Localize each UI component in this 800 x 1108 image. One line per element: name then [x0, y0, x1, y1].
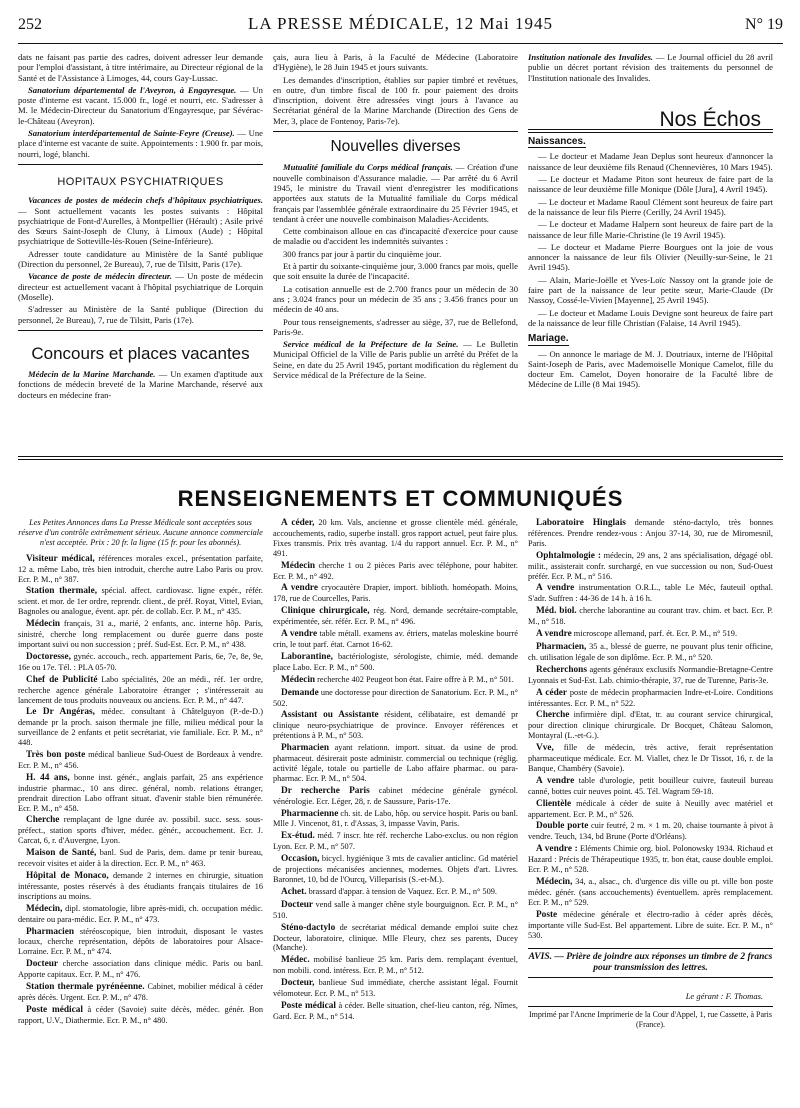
ad-text: cryocautère Drapier, import. biblioth. homéopath. Moins, 178, rue de Courcelles, Paris.: [273, 583, 518, 604]
ad-text: banlieue Sud immédiate, cherche assistant légal. Fournit vélomoteur. Ecr. P. M., n° 513.: [273, 978, 518, 999]
ad-text: de secrétariat médical demande emploi suite chez Docteur, laboratoire, clinique. Mlle Fleury, chez ses parents, Ducey (Manche).: [273, 922, 518, 953]
classified-ad: [273, 831, 518, 852]
ad-title: Clientèle: [536, 798, 572, 809]
ads-column-3: [528, 518, 773, 1108]
classified-ad: [18, 652, 263, 673]
paragraph: S'adresser au Ministère de la Santé publique (Direction du personnel, 2e Bureau), 7, rue de Tilsitt, Paris (17e).: [18, 304, 263, 325]
ad-text: mobilisé banlieue 25 km. Paris dem. remplaçant éventuel, non mobili. cond. intéress. Ecr. P. M., n° 512.: [273, 955, 518, 976]
newspaper-page: [18, 14, 783, 1074]
ad-title: A vendre: [536, 629, 572, 640]
ad-text: Eléments Chimie org. biol. Polonowsky 1934. Richaud et Hazard : Précis de Thérapeutique 1935, tr. bon état, cause double emploi. Ecr. P. M., n° 528.: [528, 844, 773, 875]
ad-title: H. 44 ans,: [26, 772, 70, 783]
ad-title: Vve,: [536, 743, 554, 754]
ad-title: Pharmacien: [281, 743, 330, 754]
ad-text: cherche 1 ou 2 pièces Paris avec téléphone, pour habiter. Ecr. P. M., n° 492.: [273, 560, 518, 581]
ads-list: [273, 518, 518, 1022]
paragraph: — Le docteur et Madame Pierre Bourgues ont la joie de vous annoncer la naissance de leur fils Olivier (Neuilly-sur-Seine, le 21 Avril 1945).: [528, 241, 773, 273]
ad-title: Poste: [536, 909, 558, 920]
ad-title: Docteur: [26, 959, 59, 970]
ad-text: table métall. examens av. étriers, matelas moleskine bourré crin, le tout parf. état. Carnot 16-62.: [273, 629, 518, 649]
classified-ad: [528, 518, 773, 549]
ad-text: français, 31 a., marié, 2 enfants, anc. interne hôp. Paris, sinistré, cherche long remplacement ou durée guerre dans poste important suivi ou non succession ; préf. Sud-Est. Ecr. P. M., n° 438.: [18, 619, 263, 649]
ad-title: Pharmacien: [26, 926, 75, 937]
ad-title: Poste médical: [26, 1004, 83, 1015]
ad-title: Très bon poste: [26, 750, 86, 761]
section-heading-nouvelles: Nouvelles diverses: [330, 138, 461, 156]
ad-title: A vendre :: [536, 844, 578, 855]
paragraph: — Le docteur et Madame Jean Deplus sont heureux d'annoncer la naissance de leur deuxième fils Renaud (Chennevières, 10 Mars 1945).: [528, 151, 773, 172]
paragraph: [18, 128, 263, 159]
ad-title: Cherche: [26, 815, 60, 826]
page-number: 252: [18, 16, 42, 33]
divider: [18, 456, 783, 460]
column-1: [18, 52, 263, 452]
column-3: [528, 52, 773, 452]
ad-text: banl. Sud de Paris, dem. dame pr tenir bureau, recevoir visites et aider à la direction. Ecr. P. M., n° 463.: [18, 848, 263, 869]
avis-notice: AVIS. — Prière de joindre aux réponses un timbre de 2 francs pour transmission des lettres.: [528, 948, 773, 978]
ad-title: Médecin: [281, 674, 316, 685]
ad-title: A vendre: [281, 629, 318, 640]
ad-title: A vendre: [536, 775, 575, 786]
item-title: Institution nationale des Invalides.: [528, 52, 654, 62]
ad-text: table d'urologie, petit bouilleur cuivre, fauteuil bureau canné, bottes cuir neuves point. 45. Tél. Wagram 59-18.: [528, 775, 773, 796]
ads-column-1: [18, 518, 263, 1108]
paragraph: — Le docteur et Madame Piton sont heureux de faire part de la naissance de leur deuxième fille Monique (Dôle [Jura], 4 Avril 1945).: [528, 174, 773, 195]
ad-title: Docteur: [281, 899, 314, 910]
ad-text: demande 2 internes en chirurgie, situation intéressante, postes réservés à des étudiants français titulaires de 16 inscriptions au moins.: [18, 871, 263, 901]
ad-title: Médecin,: [536, 877, 573, 887]
item-title: Vacance de poste de médecin directeur.: [28, 271, 172, 282]
ad-text: ayant relationn. import. situat. da usine de prod. pharmaceut. désirerait poste administr. commercial ou technique (réglig. activité légale, totale ou partielle de Labo affaire pharmac. ou para-pharmac. Ecr. P. M., n° 504.: [273, 743, 518, 783]
ad-title: Méd. biol.: [536, 606, 577, 617]
classified-ad: [528, 910, 773, 941]
ads-column-2: [273, 518, 518, 1108]
item-text: — Le Bulletin Municipal Officiel de la Ville de Paris publie un arrêté du Préfet de la Seine, en date du 25 Avril 1945, portant modification du règlement du Service médical de la Préfecture de la Seine.: [273, 339, 518, 381]
classified-ad: [273, 652, 518, 673]
classified-ad: [273, 743, 518, 784]
item-text: — Le Journal officiel du 28 avril publie un décret portant révision des traitements du personnel de l'Institution nationale des Invalides.: [528, 52, 773, 83]
ad-text: infirmière dipl. d'Etat, tr. au courant service chirurgical, pour direction clinique chirurgicale. Dr Bocquet, Château Salomon, Montayral (L.-et-G.).: [528, 710, 773, 741]
ad-title: A vendre: [281, 583, 318, 594]
classified-ad: [18, 848, 263, 869]
ad-text: résident, célibataire, est demandé pr clinique neuro-psychiatrique de province. Envoyer références et prétentions à P. M., n° 503.: [273, 710, 518, 741]
ad-text: gynéc. accouch., rech. appartement Paris, 6e, 7e, 8e, 9e, 16e ou 17e. Tél. : PLA 05-70.: [18, 651, 263, 672]
classified-ad: [528, 877, 773, 908]
classified-ad: [273, 887, 518, 898]
item-text: — Un poste de médecin directeur est actuellement vacant à l'hôpital psychiatrique de Lorquin (Moselle).: [18, 271, 263, 302]
item-text: — Une place d'interne est vacante de suite. Appointements : 1.900 fr. par mois, nourri, logé, blanchi.: [18, 128, 263, 159]
ad-text: brassard d'appar. à tension de Vaquez. Ecr. P. M., n° 509.: [306, 886, 497, 896]
ad-text: fille de médecin, très active, ferait représentation pharmaceutique médicale. Ecr. M. Viallet, chez le Dr Tissot, 16, r. de la Banque, Chambéry (Savoie).: [528, 743, 773, 773]
ad-text: 35 a., blessé de guerre, ne pouvant plus tenir officine, ch. utilisation légale de son diplôme. Ecr. P. M., n° 520.: [528, 641, 773, 662]
paragraph: [18, 85, 263, 126]
ad-title: Ophtalmologie :: [536, 550, 601, 561]
ad-text: ch. sit. de Labo, hôp. ou service hospit. Paris ou banl. Mlle J. Vincenot, 81, r. d'Assas, 3, impasse Vavin, Paris.: [273, 808, 518, 829]
ad-text: Labo spécialités, 20e an médi., réf. 1er ordre, recherche agence générale Laboratoire étranger ; s'intéresserait au lancement de tous produits nouveaux ou anciens. Ecr. P. M., n° 447.: [18, 674, 263, 705]
classified-ad: [528, 821, 773, 842]
ad-text: bicycl. hygiénique 3 mts de cavalier anticlinc. Gd matériel de projections mécanisées anciennes, modernes. Objets d'art. Livres. Baronnet, 10, bd de l'Ourcq, Villeparisis (S.-et-M.).: [273, 854, 518, 884]
ad-title: Poste médical: [281, 1000, 336, 1011]
classified-ad: [18, 871, 263, 902]
item-title: Médecin de la Marine Marchande.: [28, 369, 156, 380]
ad-text: vend salle à manger chêne style bourguignon. Ecr. P. M., n° 510.: [273, 899, 518, 920]
ad-text: instrumentation O.R.L., table Le Méc, fauteuil opthal. S'adr. Suffren : 44-36 de 14 h. à 16 h.: [528, 583, 773, 604]
printer-line: Imprimé par l'Ancne Imprimerie de la Cour d'Appel, 1, rue Cassette, à Paris (France).: [528, 1006, 773, 1030]
ad-text: 20 km. Vals, ancienne et grosse clientèle méd. générale, accouchements, radio, superbe install. gros rapport actuel, peut faire plus. Fixes transmis. Prix très avantag. 1/4 du rapport annuel. Ecr. P. M., n° 491.: [273, 518, 518, 558]
ad-title: Médecin: [281, 560, 316, 571]
ad-text: agents généraux exclusifs Normandie-Bretagne-Centre Lyonnais et Sud-Est. Lab. chimio-thérapie, 37, rue de Turenne, Paris-3e.: [528, 664, 773, 685]
paragraph: — On annonce le mariage de M. J. Doutriaux, interne de l'Hôpital Saint-Joseph de Paris, avec Mademoiselle Monique Camelot, fille du docteur Em. Camelot, Doyen honoraire de la Faculté libre de Médecine de Lille (8 Mai 1945).: [528, 348, 773, 390]
classified-ad: [273, 786, 518, 807]
classified-ad: [273, 606, 518, 627]
classified-ad: [18, 707, 263, 748]
ad-title: Pharmacien,: [536, 641, 587, 652]
item-text: — Un poste d'interne est vacant. 15.000 fr., logé et nourri, etc. S'adresser à M. le Médecin-Directeur du Sanatorium d'Engayresque, par Sévérac-le-Château (Aveyron).: [18, 84, 263, 126]
ad-text: bactériologiste, sérologiste, chimie, méd. demande place Labo. Ecr. P. M., n° 500.: [273, 651, 518, 672]
ad-text: recherche 402 Peugeot bon état. Faire offre à P. M., n° 501.: [315, 674, 514, 684]
paragraph: Pour tous renseignements, s'adresser au siège, 37, rue de Bellefond, Paris-9e.: [273, 316, 518, 337]
ad-text: une doctoresse pour direction de Sanatorium. Ecr. P. M., n° 502.: [273, 687, 518, 708]
subheading-mariage: Mariage.: [528, 333, 569, 345]
upper-columns: [18, 52, 783, 452]
ad-title: Hôpital de Monaco,: [26, 871, 109, 881]
classified-ad: [273, 518, 518, 559]
paragraph: [18, 271, 263, 302]
classified-ad: [273, 583, 518, 604]
ad-title: Double porte: [536, 821, 589, 832]
classified-ad: [528, 551, 773, 582]
ad-text: médical banlieue Sud-Ouest de Bordeaux à vendre. Ecr. P. M., n° 456.: [18, 750, 263, 770]
ad-text: remplaçant de lgne durée av. possibil. succ. sess. sous-préfect., station sports d'hiver, médec. génér., accouchement. Ecr. J. Carcat, 6, r. d'Auvergne, Lyon.: [18, 815, 263, 846]
section-heading-echos: Nos Échos: [659, 107, 761, 131]
ad-text: spécial. affect. cardiovasc. ligne expér., référ. scient. et mor. de 1er ordre, reprendr. client., de préf. Royat, Vittel, Evian, Bagnoles ou analogue, évent. apr. pér. de collab. Ecr. P. M., n° 435.: [18, 586, 263, 617]
paragraph: — Le docteur et Madame Louis Devigne sont heureux de faire part de la naissance de leur fille Christian (Falaise, 14 Avril 1945).: [528, 307, 773, 328]
paragraph: La cotisation annuelle est de 2.700 francs pour un médecin de 30 ans ; 3.024 francs pour un médecin de 35 ans ; 3.456 francs pour un médecin de 40 ans.: [273, 283, 518, 315]
ad-text: cuir feutré, 2 m. × 1 m. 20, chaise tournante à pivot à vendre. Teuch, 134, bd Brune (Porte d'Orléans).: [528, 821, 773, 842]
divider: [273, 131, 518, 132]
ad-title: Maison de Santé,: [26, 848, 97, 859]
ad-title: Médecin: [26, 619, 61, 630]
classified-ad: [528, 629, 773, 640]
ad-text: Cabinet, mobilier médical à céder après décès. Urgent. Ecr. P. M., n° 478.: [18, 982, 263, 1002]
classified-ad: [18, 773, 263, 814]
lower-columns: [18, 518, 783, 1108]
ad-text: 34, a., alsac., ch. d'urgence dis ville ou pt. ville bon poste médec. génér. (sans accouchements) éventuellem. après remplacement. Ecr. P. M., n° 529.: [528, 877, 773, 907]
classified-ad: [273, 688, 518, 709]
paragraph: 300 francs par jour à partir du cinquième jour.: [283, 248, 442, 259]
classified-ad: [273, 1001, 518, 1022]
ad-title: Laborantine,: [281, 651, 333, 662]
paragraph: Les demandes d'inscription, établies sur papier timbré et revêtues, en outre, d'un timbre fiscal de 100 fr. pour paiement des droits d'inscription, doivent être adressées vingt jours à l'avance au Secrétariat général de la Marine Marchande (Direction des Gens de Mer, 3, place de Fontenoy, Paris-7e).: [273, 74, 518, 126]
classified-ad: [528, 606, 773, 627]
paragraph: [18, 195, 263, 246]
ad-text: médecin, 29 ans, 2 ans spécialisation, dégagé obl. milit., assisterait confr. surchargé, en vue succession ou non, Sud-Ouest préfér. Ecr. P. M., n° 516.: [528, 550, 773, 581]
paragraph: [18, 369, 263, 400]
ads-list: [528, 518, 773, 940]
ad-title: Demande: [281, 687, 319, 698]
ad-title: Doctoresse,: [26, 651, 72, 662]
column-2: [273, 52, 518, 452]
classified-ad: [18, 586, 263, 617]
classified-ad: [273, 809, 518, 830]
classified-ad: [528, 844, 773, 875]
ad-title: Médec.: [281, 955, 310, 966]
ad-title: Station thermale pyrénéenne.: [26, 982, 145, 993]
ad-title: Visiteur médical,: [26, 553, 95, 564]
classified-ad: [528, 583, 773, 604]
item-text: — Sont actuellement vacants les postes suivants : Hôpital psychiatrique de Font-d'Aurelles, à Montpellier (Hérault) ; Asile privé des Sœurs Saint-Joseph de Cluny, à Limoux (Aude) ; Hôpital psychiatrique de Sotteville-lès-Rouen (Seine-Inférieure).: [18, 205, 263, 247]
ad-title: Recherchons: [536, 664, 587, 675]
ads-intro: Les Petites Annonces dans La Presse Médicale sont acceptées sous réserve d'un contrôle extrêmement sérieux. Aucune annonce commerciale n'est acceptée. Prix : 20 fr. la ligne (15 fr. pour les abonnés).: [18, 518, 263, 547]
classified-ad: [528, 688, 773, 709]
classified-ad: [18, 927, 263, 958]
ad-text: médec. consultant à Châtelguyon (P.-de-D.) demande pr la proch. saison thermale jne fille, milieu médical pour la surveillance de 2 enfants et petit secrétariat, vie familiale. Ecr. P. M., n° 448.: [18, 707, 263, 748]
paragraph: [273, 162, 518, 224]
classified-ad: [18, 1005, 263, 1026]
subheading-naissances: Naissances.: [528, 136, 586, 148]
section-heading-hopitaux: HOPITAUX PSYCHIATRIQUES: [57, 175, 224, 188]
classified-ad: [273, 854, 518, 885]
classified-ad: [18, 959, 263, 980]
paragraph: Et à partir du soixante-cinquième jour, 3.000 francs par mois, quelle que soit ensuite la durée de l'incapacité.: [273, 261, 518, 282]
paragraph: Cette combinaison alloue en cas d'incapacité d'exercice pour cause de maladie ou d'accident les indemnités suivantes :: [273, 226, 518, 247]
classified-ad: [273, 629, 518, 650]
ad-title: A céder: [536, 687, 568, 698]
ad-title: A céder,: [281, 518, 315, 528]
ad-text: bonne inst. génér., anglais parfait, 25 ans expérience industrie pharmac., 10 ans direc. général, nomb. relations étranger, prendrait direction Labo offrant situat. d'avenir stable bien rémunérée. Ecr. P. M., n° 458.: [18, 772, 263, 813]
paragraph: — Le docteur et Madame Raoul Clément sont heureux de faire part de la naissance de leur fils Pierre (Cerilly, 24 Avril 1945).: [528, 196, 773, 217]
ad-text: microscope allemand, parf. ét. Ecr. P. M., n° 519.: [571, 629, 738, 639]
paragraph: — Alain, Marie-Joëlle et Yves-Loïc Nassoy ont la grande joie de faire part de la naissance de leur petite sœur, Marie-Claude (Dr Nassoy, Cossé-le-Vivien [Mayenne], 25 Avril 1945).: [528, 274, 773, 306]
classified-ad: [273, 561, 518, 582]
item-title: Sanatorium départemental de l'Aveyron, à Engayresque.: [28, 84, 237, 95]
page-header: [18, 14, 783, 44]
masthead-title: LA PRESSE MÉDICALE, 12 Mai 1945: [248, 14, 553, 33]
classified-ad: [18, 815, 263, 846]
paragraph: — Le docteur et Madame Halpern sont heureux de faire part de la naissance de leur fille Marie-Christine (le 19 Avril 1945).: [528, 219, 773, 240]
classified-ad: [528, 710, 773, 741]
ad-title: Le Dr Angéras,: [26, 707, 95, 718]
classified-ad: [273, 675, 518, 686]
renseignements-heading: RENSEIGNEMENTS ET COMMUNIQUÉS: [177, 486, 624, 511]
section-heading-concours: Concours et places vacantes: [31, 343, 250, 363]
ad-title: Cherche: [536, 710, 570, 721]
ad-text: méd. 7 inscr. hte réf. recherche Labo-exclus. ou non région Lyon. Ecr. P. M., n° 507.: [273, 831, 518, 852]
ad-title: Clinique chirurgicale,: [281, 606, 370, 617]
classified-ad: [18, 750, 263, 771]
ads-list: [18, 554, 263, 1026]
classified-ad: [273, 923, 518, 954]
paragraph: [528, 52, 773, 83]
ad-text: dipl. stomatologie, libre après-midi, ch. occupation médic. dentaire ou para-médic. Ecr. P. M., n° 473.: [18, 903, 263, 924]
ad-title: Chef de Publicité: [26, 674, 98, 685]
ad-text: cherche laborantine au courant trav. chim. et bact. Ecr. P. M., n° 518.: [528, 606, 773, 627]
classified-ad: [273, 710, 518, 741]
ad-title: Assistant ou Assistante: [281, 710, 379, 721]
item-title: Vacances de postes de médecin chefs d'hôpitaux psychiatriques.: [28, 195, 263, 206]
gerant-line: Le gérant : F. Thomas.: [685, 991, 763, 1002]
ad-title: Pharmacienne: [281, 808, 339, 819]
paragraph: [273, 339, 518, 380]
ad-title: Occasion,: [281, 854, 320, 865]
classified-ad: [18, 619, 263, 650]
classified-ad: [273, 900, 518, 921]
divider: [18, 330, 263, 331]
ad-text: poste de médecin propharmacien Indre-et-Loire. Conditions intéressantes. Ecr. P. M., n° 522.: [528, 687, 773, 708]
ad-text: à céder (Savoie) suite décès, médec. génér. Bon rapport, U.V., Diathermie. Ecr. P. M., n° 480.: [18, 1004, 263, 1025]
classified-ad: [273, 978, 518, 999]
ad-text: demande sténo-dactylo, très bonnes références. Prendre rendez-vous : Anjou 37-14, 30, rue de Miromesnil, Paris.: [528, 518, 773, 548]
item-text: — Création d'une nouvelle combinaison d'Assurance maladie. — Par arrêté du 6 Avril 1945, le ministre du Travail vient d'enregistrer les modifications apportées aux statuts de la Mutualité familiale du Corps médical français par l'assemblée générale extraordinaire du 25 Février 1945, et tendant à créer une nouvelle combinaison Maladies-Accidents.: [273, 162, 518, 224]
item-title: Sanatorium interdépartemental de Sainte-Feyre (Creuse).: [28, 128, 235, 139]
classified-ad: [528, 642, 773, 663]
ad-title: Ex-étud.: [281, 831, 315, 842]
classified-ad: [528, 665, 773, 686]
item-title: Mutualité familiale du Corps médical français.: [283, 162, 453, 173]
ad-title: Sténo-dactylo: [281, 922, 336, 933]
ad-text: cherche association dans clinique médic. Paris ou banl. Apporte capitaux. Ecr. P. M., n° 476.: [18, 959, 263, 980]
divider: [18, 164, 263, 165]
item-title: Service médical de la Préfecture de la Seine.: [283, 339, 459, 350]
classified-ad: [273, 955, 518, 976]
ad-text: à céder. Belle situation, chef-lieu canton, rég. Nîmes, Gard. Ecr. P. M., n° 514.: [273, 1000, 518, 1021]
ad-text: références morales excel., présentation parfaite, 12 a. même Labo, très bien introduit, cherche autre Labo Paris ou prov. Ecr. P. M., n° 387.: [18, 553, 263, 584]
issue-number: N° 19: [745, 16, 783, 33]
classified-ad: [18, 554, 263, 585]
ad-text: stéréoscopique, bien introduit, disposant le vastes locaux, cherche représentation, dépôts de laboratoires pour Alsace-Lorraine. Ecr. P. M., n° 474.: [18, 926, 263, 957]
ad-title: A vendre: [536, 583, 575, 594]
classified-ad: [528, 799, 773, 820]
ad-text: médicale à céder de suite à Neuilly avec matériel et appartement. Ecr. P. M., n° 526.: [528, 798, 773, 819]
classified-ad: [528, 743, 773, 774]
paragraph: dats ne faisant pas partie des cadres, doivent adresser leur demande pour l'emploi d'assistant, à titre intérimaire, au Directeur régional de la Santé et de l'Assistance à Limoges, 44, cours Gay-Lussac.: [18, 52, 263, 83]
paragraph: Adresser toute candidature au Ministère de la Santé publique (Direction du personnel, 2e Bureau), 7, rue de Tilsitt, Paris (17e).: [18, 248, 263, 270]
classified-ad: [18, 904, 263, 925]
ad-text: rég. Nord, demande secrétaire-comptable, expérimentée, sér. référ. Ecr. P. M., n° 496.: [273, 606, 518, 627]
paragraph: çais, aura lieu à Paris, à la Faculté de Médecine (Laboratoire d'Hygiène), le 28 Juin 1945 et jours suivants.: [273, 52, 518, 73]
classified-ad: [18, 675, 263, 706]
classified-ad: [528, 776, 773, 797]
classified-ad: [18, 982, 263, 1003]
ad-title: Laboratoire Hinglais: [536, 518, 626, 528]
ad-title: Médecin,: [26, 903, 63, 914]
ad-text: cabinet médecine générale gynécol. vénérologie. Ecr. Léger, 28, r. de Saussure, Paris-17e.: [273, 785, 518, 806]
item-text: — Un examen d'aptitude aux fonctions de médecin breveté de la Marine Marchande, réservé aux docteurs en médecine fran-: [18, 369, 263, 400]
ad-title: Station thermale,: [26, 586, 98, 597]
ad-title: Docteur,: [281, 978, 315, 989]
ad-title: Achet.: [281, 886, 307, 897]
ad-title: Dr recherche Paris: [281, 785, 370, 796]
ad-text: médecine générale et électro-radio à céder après décès, importante ville Sud-Est. Bel appartement. Libre de suite. Ecr. P. M., n° 530.: [528, 909, 773, 940]
